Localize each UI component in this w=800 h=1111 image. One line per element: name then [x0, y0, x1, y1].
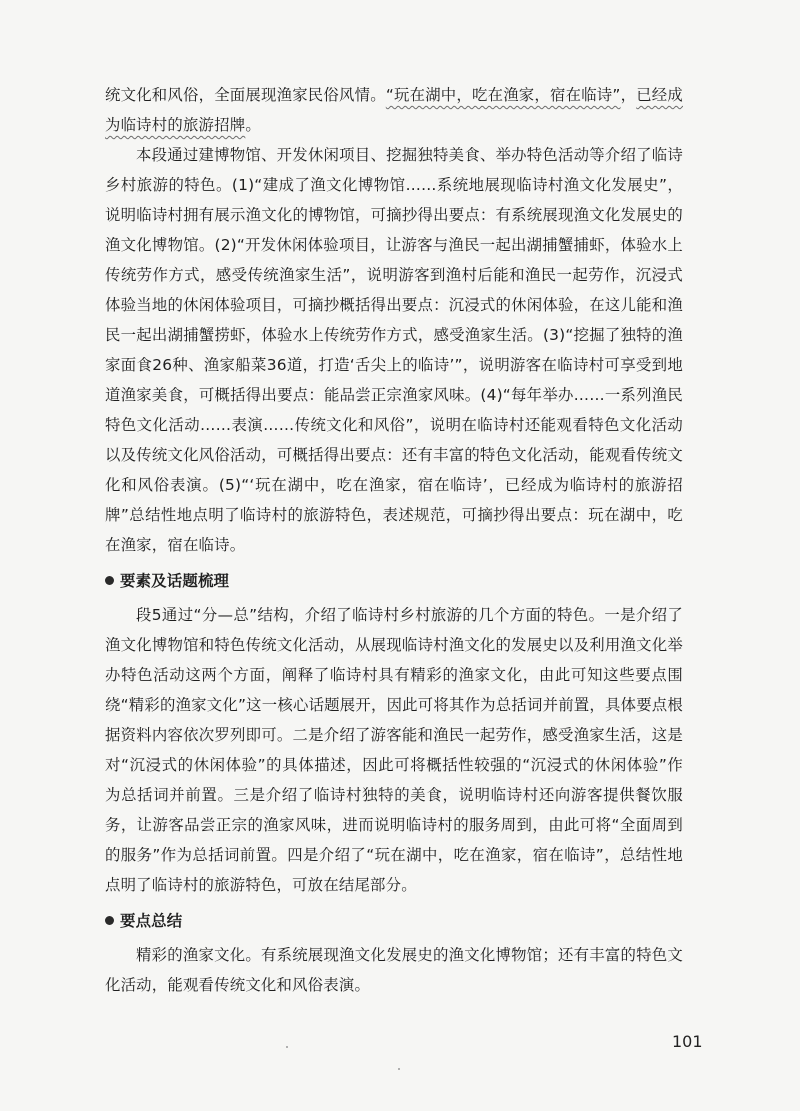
paragraph-structure: 段5通过“分—总”结构，介绍了临诗村乡村旅游的几个方面的特色。一是介绍了渔文化博物馆和特色传统文化活动，从展现临诗村渔文化的发展史以及利用渔文化举办特色活动这两个方面，阐释了临诗村具有精彩的渔家文化，由此可知这些要点围绕“精彩的渔家文化”这一核心话题展开，因此可将其作为总括词并前置，具体要点根据资料内容依次罗列即可。二是介绍了游客能和渔民一起劳作，感受渔家生活，这是对“沉浸式的休闲体验”的具体描述，因此可将概括性较强的“沉浸式的休闲体验”作为总括词并前置。三是介绍了临诗村独特的美食，说明临诗村还向游客提供餐饮服务，让游客品尝正宗的渔家风味，进而说明临诗村的服务周到，由此可将“全面周到的服务”作为总括词前置。四是介绍了“玩在湖中，吃在渔家，宿在临诗”，总结性地点明了临诗村的旅游特色，可放在结尾部分。 [105, 606, 683, 894]
paragraph-continuation [105, 80, 683, 140]
section-heading-summary [105, 906, 683, 936]
paragraph-analysis: 本段通过建博物馆、开发休闲项目、挖掘独特美食、举办特色活动等介绍了临诗乡村旅游的特色。(1)“建成了渔文化博物馆……系统地展现临诗村渔文化发展史”，说明临诗村拥有展示渔文化的博物馆，可摘抄得出要点：有系统展现渔文化发展史的渔文化博物馆。(2)“开发休闲体验项目，让游客与渔民一起出湖捕蟹捕虾，体验水上传统劳作方式，感受传统渔家生活”，说明游客到渔村后能和渔民一起劳作，沉浸式体验当地的休闲体验项目，可摘抄概括得出要点：沉浸式的休闲体验，在这儿能和渔民一起出湖捕蟹捞虾，体验水上传统劳作方式，感受渔家生活。(3)“挖掘了独特的渔家面食26种、渔家船菜36道，打造‘舌尖上的临诗’”，说明游客在临诗村可享受到地道渔家美食，可概括得出要点：能品尝正宗渔家风味。(4)“每年举办……一系列渔民特色文化活动……表演……传统文化和风俗”，说明在临诗村还能观看特色文化活动以及传统文化风俗活动，可概括得出要点：还有丰富的特色文化活动，能观看传统文化和风俗表演。(5)“‘玩在湖中，吃在渔家，宿在临诗’，已经成为临诗村的旅游招牌”总结性地点明了临诗村的旅游特色，表述规范，可摘抄得出要点：玩在湖中，吃在渔家，宿在临诗。 [105, 146, 683, 554]
heading-text: 要点总结 [120, 912, 183, 930]
section-heading-elements [105, 566, 683, 596]
wavy-underlined-quote: “玩在湖中，吃在渔家，宿在临诗” [385, 86, 621, 104]
scan-speck [286, 1046, 288, 1048]
text-run: 。 [245, 116, 261, 134]
heading-text: 要素及话题梳理 [120, 572, 230, 590]
scan-speck [398, 1068, 400, 1070]
text-run: ， [620, 86, 637, 104]
bullet-icon [105, 576, 114, 585]
page-content [105, 80, 683, 1000]
text-run: 统文化和风俗，全面展现渔家民俗风情。 [105, 86, 386, 104]
page-number: 101 [672, 1032, 703, 1051]
paragraph-summary: 精彩的渔家文化。有系统展现渔文化发展史的渔文化博物馆；还有丰富的特色文化活动，能观看传统文化和风俗表演。 [105, 946, 683, 994]
wavy-underlined-text: 已经成为临诗村的旅游招牌 [105, 86, 683, 134]
bullet-icon [105, 916, 114, 925]
